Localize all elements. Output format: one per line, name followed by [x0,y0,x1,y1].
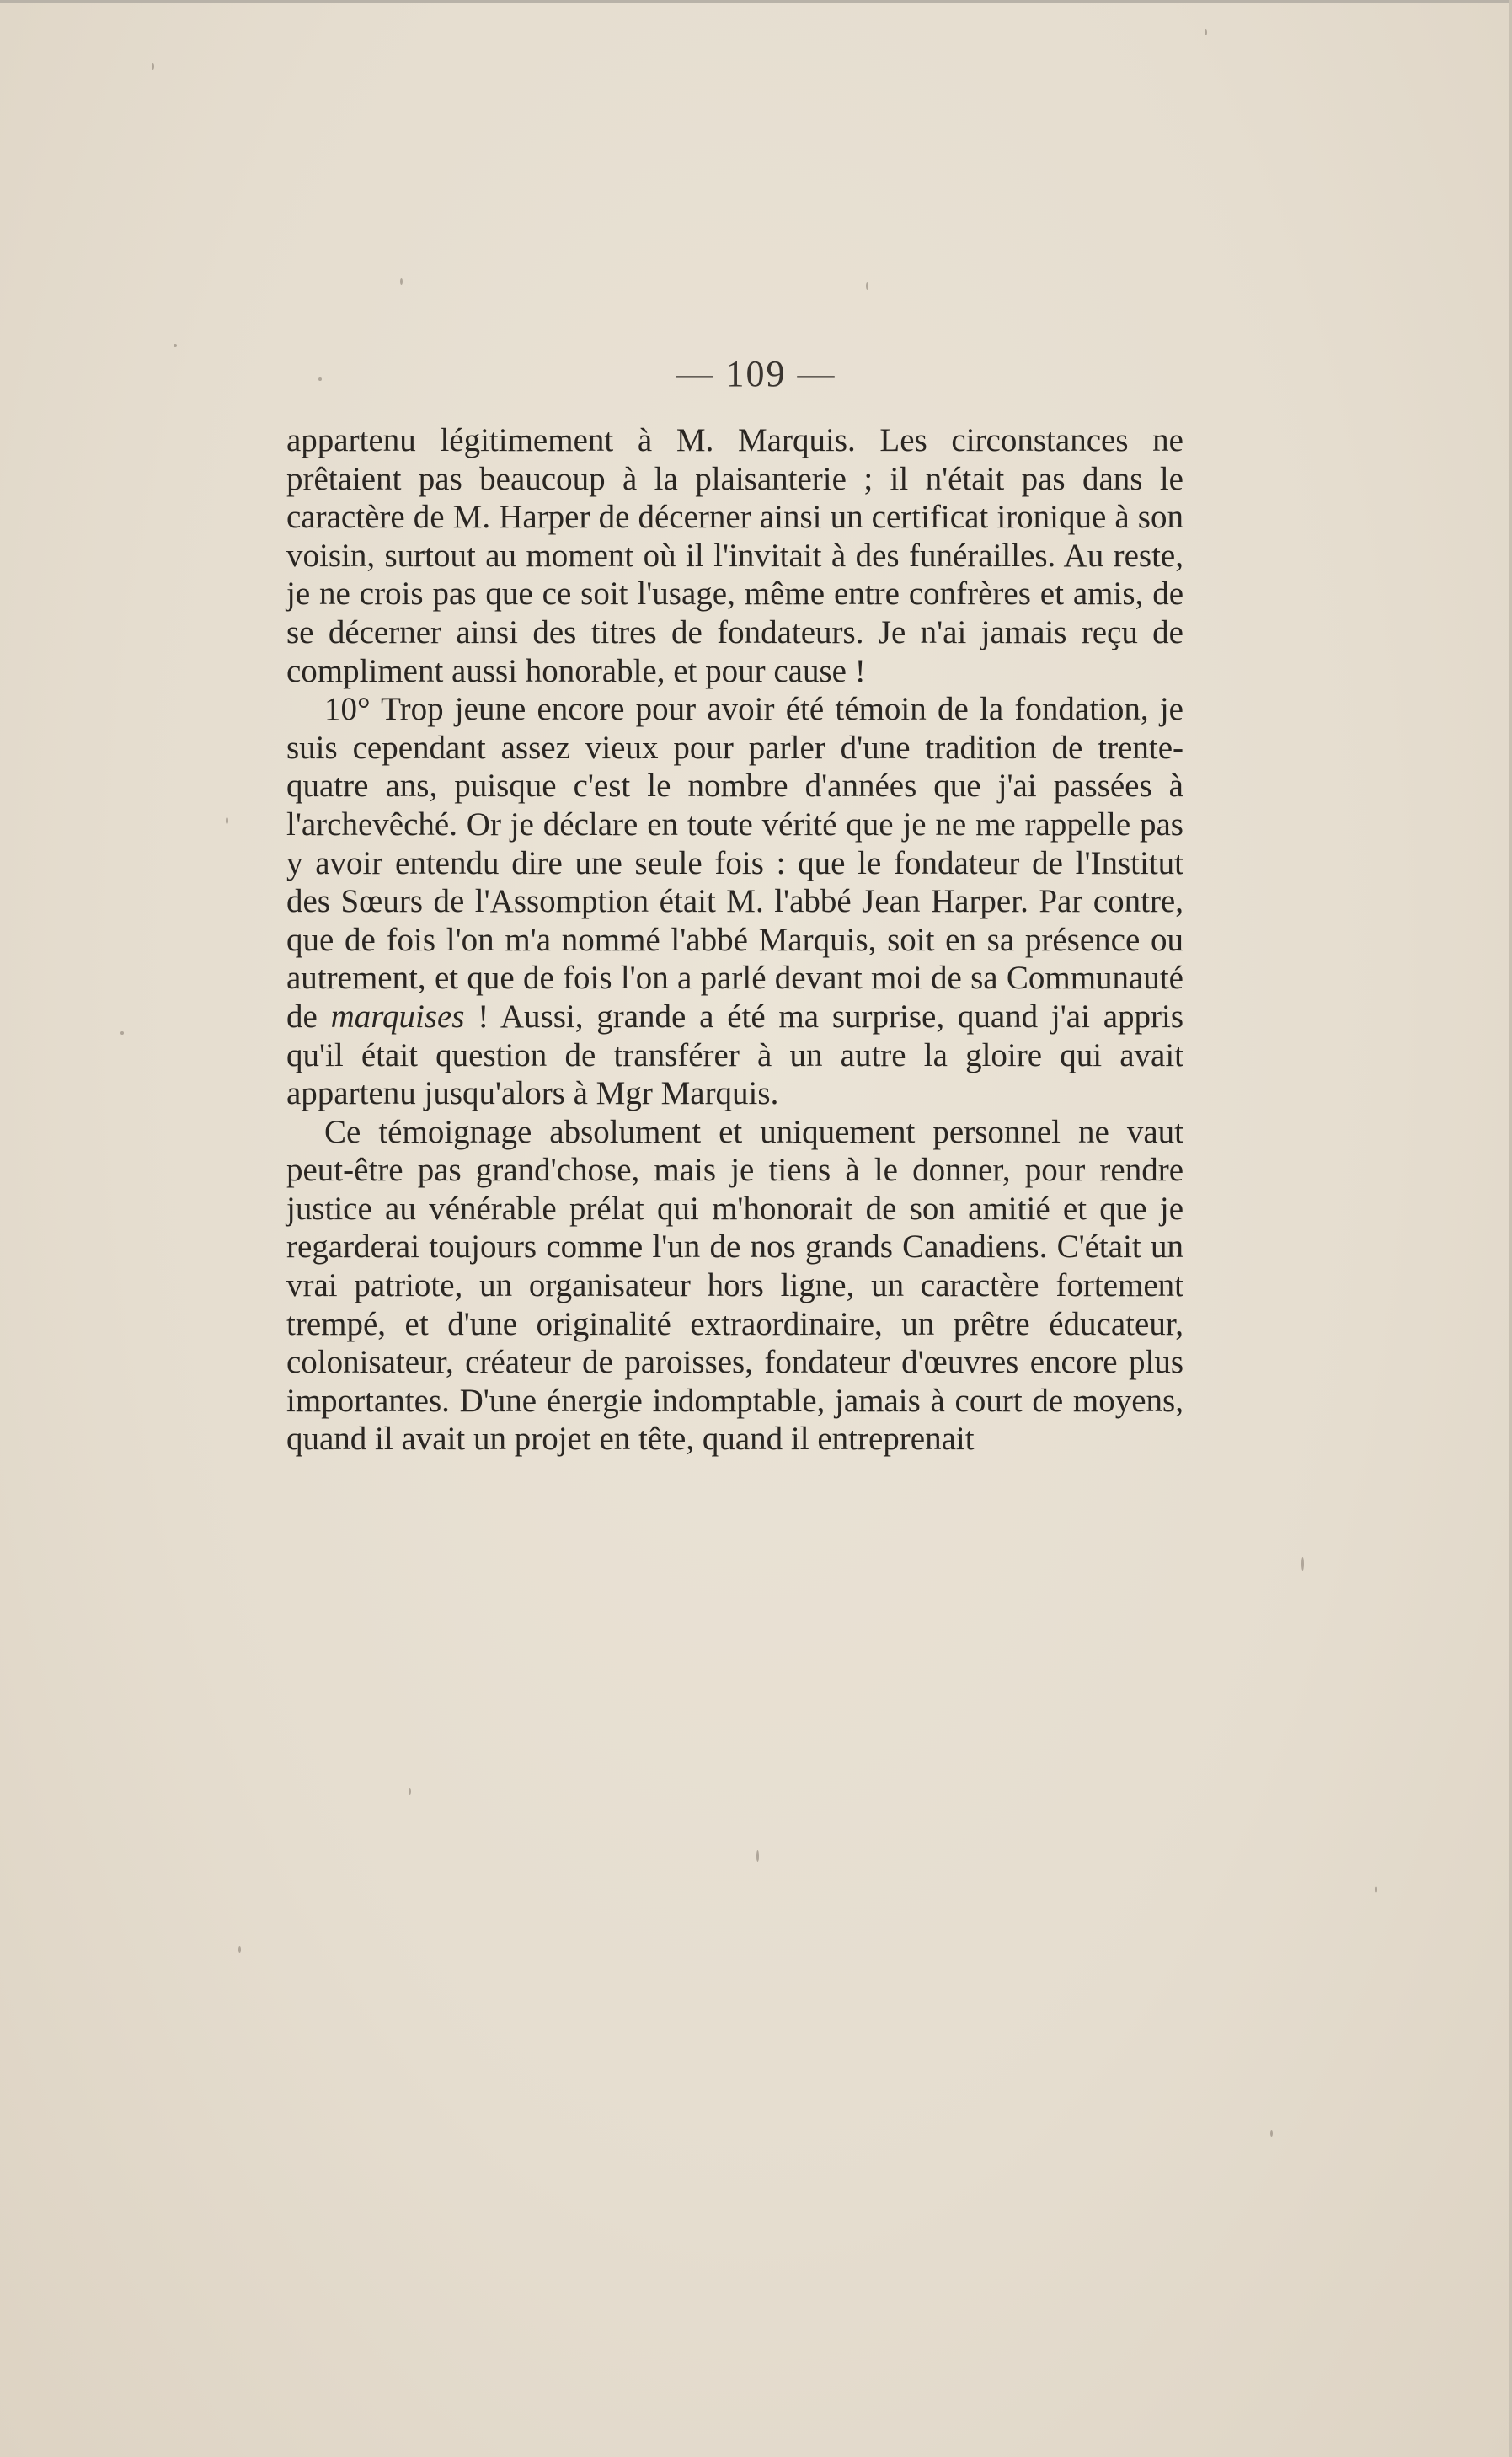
page-top-edge [0,0,1512,3]
paper-speck [1375,1886,1377,1893]
paper-speck [866,282,868,290]
paper-speck [152,63,154,70]
paragraph-2-text-after: ! Aussi, grande a été ma surprise, quand j'ai appris qu'il était question de transférer à un autre la gloire qui avait appartenu jusqu'alors à Mgr Marquis. [286,998,1184,1112]
paper-speck [120,1031,124,1035]
paper-speck [174,344,177,347]
paragraph-2-emphasis: marquises [330,998,465,1035]
paragraph-3: Ce témoignage absolument et uniquement personnel ne vaut peut-être pas grand'chose, mais je tiens à le donner, pour rendre justice au vénérable prélat qui m'honorait de son amitié et que je regarderai toujours comme l'un de nos grands Canadiens. C'était un vrai patriote, un organisateur hors ligne, un caractère fortement trempé, et d'une originalité extraordinaire, un prêtre éducateur, colonisateur, créateur de paroisses, fondateur d'œuvres encore plus importantes. D'une énergie indomptable, jamais à court de moyens, quand il avait un projet en tête, quand il entreprenait [286,1113,1183,1458]
paper-speck [756,1850,759,1862]
paper-speck [238,1946,241,1953]
paper-speck [1301,1557,1304,1571]
paragraph-2 [286,690,1183,1113]
paper-speck [409,1788,411,1795]
paper-speck [226,817,228,824]
paper-speck [400,278,403,285]
paragraph-2-text-before: 10° Trop jeune encore pour avoir été témoin de la fondation, je suis cependant assez vieux pour parler d'une tradition de trente-quatre ans, puisque c'est le nombre d'années que j'ai passées à l'archevêché. Or je déclare en toute vérité que je ne me rappelle pas y avoir entendu dire une seule fois : que le fondateur de l'Institut des Sœurs de l'Assomption était M. l'abbé Jean Harper. Par contre, que de fois l'on m'a nommé l'abbé Marquis, soit en sa présence ou autrement, et que de fois l'on a parlé devant moi de sa Communauté de [286,691,1183,1035]
paper-speck [1270,2130,1273,2137]
page-number-header: — 109 — [676,353,836,394]
paragraph-1: appartenu légitimement à M. Marquis. Les circonstances ne prêtaient pas beaucoup à la plaisanterie ; il n'était pas dans le caractère de M. Harper de décerner ainsi un certificat ironique à son voisin, surtout au moment où il l'invitait à des funérailles. Au reste, je ne crois pas que ce soit l'usage, même entre confrères et amis, de se décerner ainsi des titres de fondateurs. Je n'ai jamais reçu de compliment aussi honorable, et pour cause ! [286,422,1183,689]
body-text [286,421,1183,1459]
paper-speck [1205,29,1207,35]
